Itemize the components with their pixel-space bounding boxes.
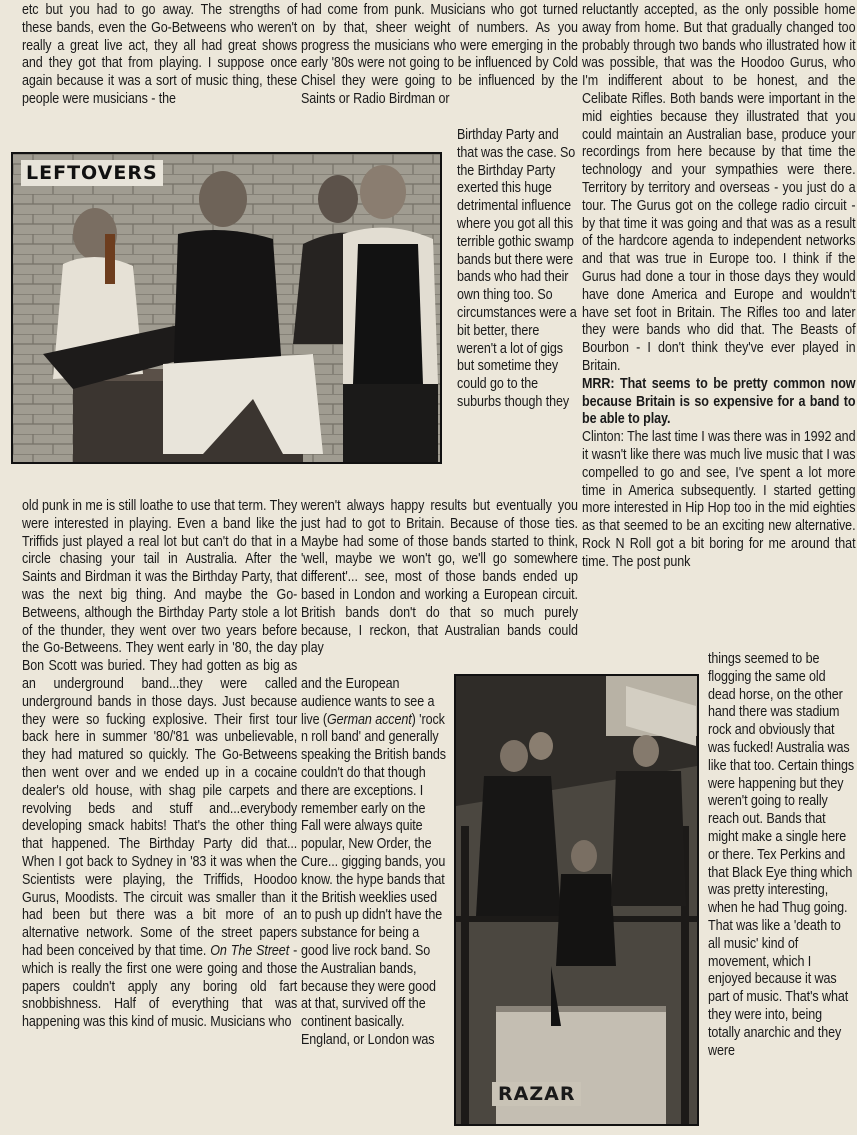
leftovers-photo (11, 152, 442, 464)
column-2-bottom-text: weren't always happy results but eventually you just had to got to Britain. Because of those ties. Maybe had some of those bands started to think, 'well, maybe we won't go, we'll go somewhere different'... see, most of those bands ended up based in London and working a European circuit. British bands don't do that so much purely because, I reckon, that Australian bands could play (301, 498, 578, 657)
column-1-bottom-block (22, 498, 297, 1032)
column-3-top-block (582, 2, 855, 572)
column-2-narrow-text-a: and the European audience wants to see a live ( (301, 676, 435, 728)
column-1-bottom-text-b: - which is really the first one were going and those papers couldn't apply any boring old fart snobbishness. Half of everything that was happening was this kind of music. Musicians who (22, 942, 298, 1031)
interview-question: MRR: That seems to be pretty common now because Britain is so expensive for a band to be able to play. (582, 375, 856, 428)
column-2-top-text: had come from punk. Musicians who got turned on by that, sheer weight of numbers. As you progress the musicians who were emerging in the early '80s were not going to be influenced by Cold Chisel they were going to be influenced by the Saints or Radio Birdman or (301, 2, 578, 107)
column-2-side-text: Birthday Party and that was the case. So the Birthday Party exerted this huge detrimental influence where you got all this terrible gothic swamp bands but there were bands who had their own thing too. So circumstances were a bit better, there weren't a lot of gigs but sometime they could go to the suburbs though they (457, 127, 577, 410)
razar-photo (454, 674, 699, 1126)
column-3-side-text: things seemed to be flogging the same old dead horse, on the other hand there was stadium rock and obviously that was fucked! Australia was like that too. Certain things were happening but they weren't going to really reach out. Bands that might make a single here or there. Tex Perkins and that Black Eye thing which was pretty interesting, when he had Thug going. That was like a 'death to all music' kind of movement, which I enjoyed because it was part of music. That's what they were into, being totally anarchic and they were (708, 651, 855, 1059)
razar-caption: RAZAR (492, 1082, 581, 1106)
razar-photo-image (456, 676, 697, 1124)
accent-note: German accent (326, 711, 412, 728)
column-2-narrow-text-b: ) 'rock n roll band' and generally speaking the British bands couldn't do that though there are exceptions. I remember early on the Fall were always quite popular, New Order, the Cure... gigging bands, you know. the hype bands that the British weeklies used to push up didn't have the substance for being a good live rock band. So the Australian bands, because they were good at that, survived off the continent basically. England, or London was (301, 711, 446, 1048)
publication-title: On The Street (210, 942, 290, 959)
column-2-narrow-block (301, 676, 447, 1050)
column-1-bottom-text-a: old punk in me is still loathe to use that term. They were interested in playing. Even a band like the Triffids just played a real lot but can't do that in a circle chasing your tail in Australia. After the Saints and Birdman it was the Birthday Party, that was the next big thing. And maybe the Go-Betweens, although the Birthday Party stole a lot of the thunder, they went over two years before the Go-Betweens. They went early in '80, the day Bon Scott was buried. They had gotten as big as an underground band...they were called underground bands in those days. Just because they were so fucking explosive. Their first tour back here in summer '80/'81 was unbelievable, they had matured so quickly. The Go-Betweens then went over and we ended up in a cocaine dealer's old house, with shag pile carpets and revolving beds and stuff and...everybody developing smack habits! That's the other thing that happened. The Birthday Party did that... When I got back to Sydney in '83 it was when the Scientists were playing, the Triffids, Hoodoo Gurus, Moodists. The circuit was smaller than it had been but there was a bit more of an alternative network. Some of the street papers had been conceived by that time. (22, 498, 298, 959)
leftovers-photo-image (13, 154, 440, 462)
leftovers-caption: LEFTOVERS (21, 160, 163, 186)
column-1-top-text: etc but you had to go away. The strengths of these bands, even the Go-Betweens who weren't really a great live act, they all had great shows and they got that from playing. I suppose once again because it was a sort of music thing, these people were musicians - the (22, 2, 298, 107)
column-3-top-text: reluctantly accepted, as the only possible home away from home. But that gradually changed too probably through two bands who illustrated how it was possible, that was the Hoodoo Gurus, who I'm indifferent about to be honest, and the Celibate Rifles. Both bands were important in the mid eighties because they illustrated that you could maintain an Australian base, produce your recordings from here because by that time the technology and your sympathies were there. Territory by territory and overseas - you just do a tour. The Gurus got on the college radio circuit - by that time it was going and that was as a result of the hardcore agenda to independent networks and that was true in Europe too. I think if the Gurus had done a tour in those days they would have done America and Europe and wouldn't have set foot in Britain. The Rifles too and later they were bands who did that. The Beasts of Bourbon - I don't think they've ever played in Britain. (582, 2, 856, 374)
column-3-answer-text: Clinton: The last time I was there was in 1992 and it wasn't like there was much live music that I was compelled to go and see, I've spent a lot more time in America subsequently. I started getting more interested in Hip Hop too in the mid eighties as that seemed to be an exciting new alternative. Rock N Roll got a bit boring for me around that time. The post punk (582, 429, 856, 570)
